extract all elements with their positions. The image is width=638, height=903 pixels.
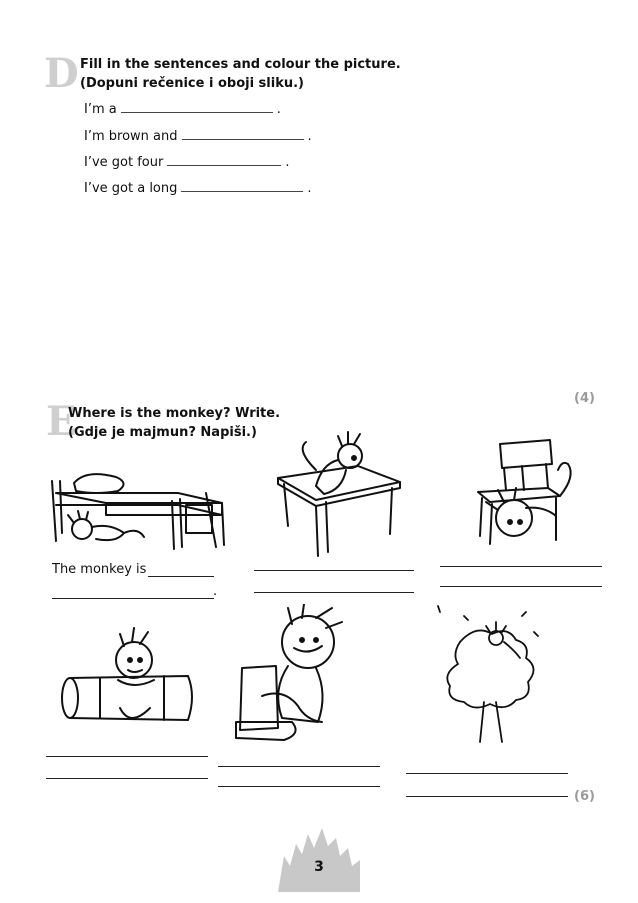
sentence-2 <box>84 127 312 144</box>
answer-line[interactable] <box>406 773 568 774</box>
sentence-4 <box>84 179 312 196</box>
section-e-instruction <box>68 404 280 442</box>
instruction-english: Where is the monkey? Write. <box>68 406 281 421</box>
section-e-score: (6) <box>574 789 595 804</box>
monkey-behind-boot-icon <box>232 604 352 746</box>
answer-line[interactable] <box>46 756 208 757</box>
page-number: 3 <box>314 859 324 875</box>
answer-line[interactable] <box>52 598 214 599</box>
section-d-instruction <box>80 55 401 93</box>
sentence-text: I’m brown and <box>84 129 178 144</box>
section-d-score: (4) <box>574 391 595 406</box>
monkey-under-bed-icon <box>46 463 228 553</box>
sentence-text: I’ve got four <box>84 155 164 170</box>
answer-line[interactable] <box>218 766 380 767</box>
section-d-letter: D <box>44 50 79 97</box>
answer-line[interactable] <box>46 778 208 779</box>
monkey-under-chair-icon <box>464 436 580 548</box>
answer-line[interactable] <box>148 576 214 577</box>
sentence-1 <box>84 100 281 117</box>
sentence-text: I’m a <box>84 102 117 117</box>
instruction-croatian: (Gdje je majmun? Napiši.) <box>68 425 257 440</box>
answer-line[interactable] <box>440 586 602 587</box>
monkey-in-bag-icon <box>60 624 200 732</box>
section-e-letter: E <box>46 398 77 445</box>
sentence-end: . <box>276 102 281 117</box>
instruction-english: Fill in the sentences and colour the picture. <box>80 57 401 72</box>
monkey-on-table-icon <box>276 430 406 560</box>
example-sentence-start: The monkey is <box>52 562 147 577</box>
answer-blank[interactable] <box>182 127 304 140</box>
answer-blank[interactable] <box>181 179 303 192</box>
answer-line[interactable] <box>254 570 414 571</box>
instruction-croatian: (Dopuni rečenice i oboji sliku.) <box>80 76 304 91</box>
answer-line[interactable] <box>406 796 568 797</box>
sentence-3 <box>84 153 289 170</box>
monkey-in-tree-icon <box>434 602 544 744</box>
answer-line[interactable] <box>218 786 380 787</box>
answer-blank[interactable] <box>121 100 273 113</box>
answer-line[interactable] <box>440 566 602 567</box>
sentence-end: . <box>307 129 312 144</box>
answer-blank[interactable] <box>167 153 281 166</box>
sentence-end: . <box>307 181 312 196</box>
example-sentence-end: . <box>213 584 218 599</box>
sentence-text: I’ve got a long <box>84 181 178 196</box>
sentence-end: . <box>285 155 290 170</box>
answer-line[interactable] <box>254 592 414 593</box>
